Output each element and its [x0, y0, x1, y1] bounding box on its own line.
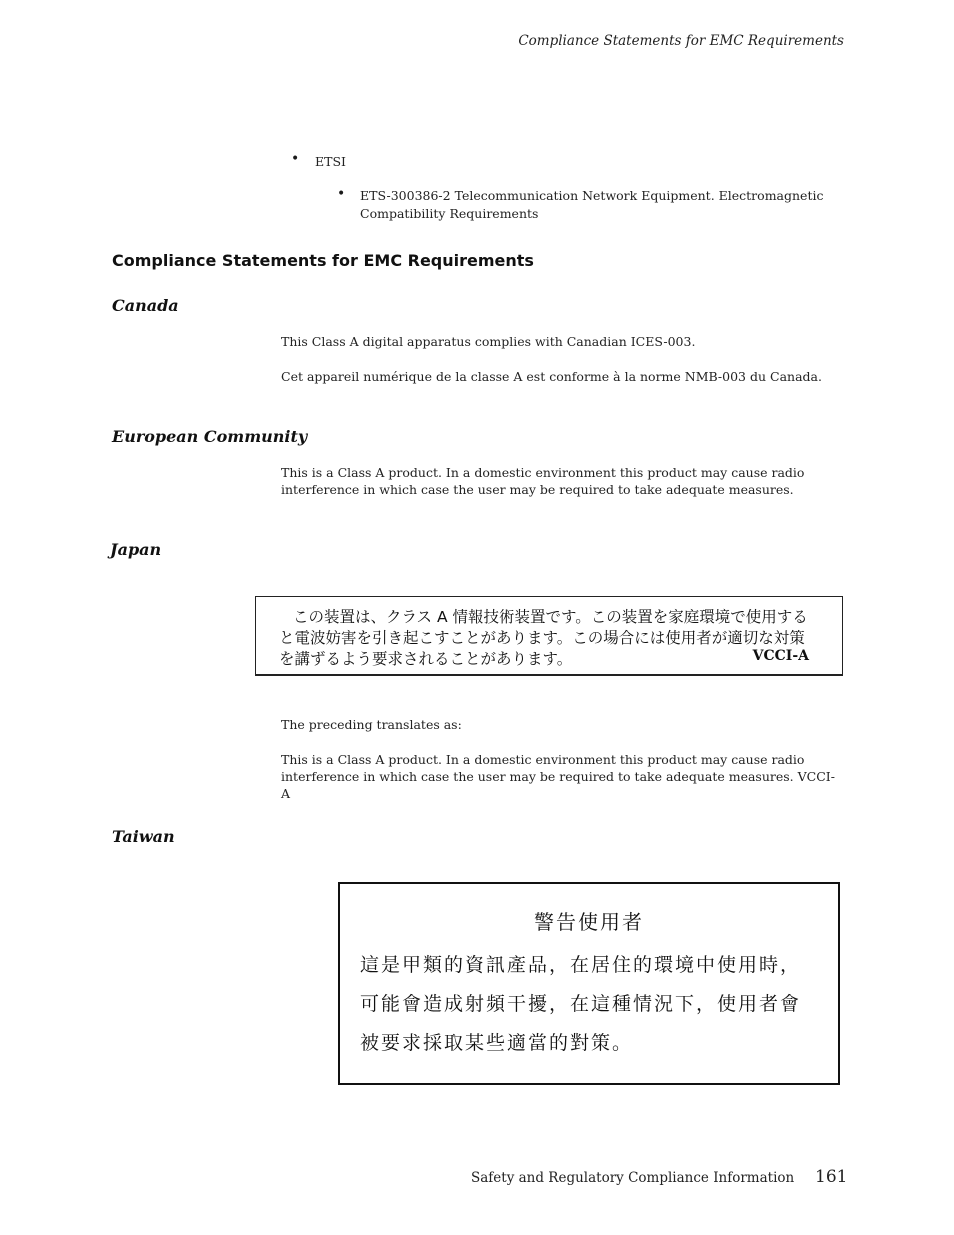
canada-heading: Canada — [112, 296, 179, 315]
sub-bullet-line-2: Compatibility Requirements — [360, 206, 539, 221]
taiwan-box-line-1: 這是甲類的資訊產品，在居住的環境中使用時， — [360, 954, 802, 976]
section-title: Compliance Statements for EMC Requirements — [112, 251, 534, 270]
taiwan-box-line-3: 被要求採取某些適當的對策。 — [360, 1032, 634, 1054]
running-header: Compliance Statements for EMC Requirements — [518, 33, 844, 49]
japan-translation-line-1: This is a Class A product. In a domestic environment this product may cause radio — [281, 752, 805, 767]
sub-bullet-marker: • — [337, 186, 346, 202]
japan-vcci-notice-box — [255, 596, 843, 676]
japan-box-line-1: この装置は、クラス A 情報技術装置です。この装置を家庭環境で使用する — [293, 608, 808, 626]
taiwan-box-line-2: 可能會造成射頻干擾，在這種情況下，使用者會 — [360, 993, 802, 1015]
footer-title: Safety and Regulatory Compliance Information — [471, 1170, 795, 1186]
bullet-marker: • — [291, 151, 300, 167]
japan-box-line-2: と電波妨害を引き起こすことがあります。この場合には使用者が適切な対策 — [279, 629, 805, 647]
european-line-1: This is a Class A product. In a domestic environment this product may cause radio — [281, 465, 805, 480]
bullet-etsi: ETSI — [315, 154, 346, 169]
european-line-2: interference in which case the user may be required to take adequate measures. — [281, 482, 794, 497]
canada-para-2: Cet appareil numérique de la classe A est conforme à la norme NMB-003 du Canada. — [281, 369, 822, 384]
japan-translates-label: The preceding translates as: — [281, 717, 462, 732]
japan-translation-line-2: interference in which case the user may be required to take adequate measures. VCCI-A — [281, 769, 835, 801]
canada-para-1: This Class A digital apparatus complies with Canadian ICES-003. — [281, 334, 696, 349]
taiwan-heading: Taiwan — [112, 827, 175, 846]
japan-heading: Japan — [110, 540, 162, 559]
japan-box-line-3: を講ずるよう要求されることがあります。 — [279, 650, 573, 668]
page-number: 161 — [815, 1167, 848, 1187]
taiwan-box-title: 警告使用者 — [534, 910, 644, 934]
sub-bullet-line-1: ETS-300386-2 Telecommunication Network Equipment. Electromagnetic — [360, 188, 824, 203]
taiwan-notice-box — [338, 882, 840, 1085]
taiwan-box-body — [360, 946, 830, 1063]
japan-box-vcci-mark: VCCI-A — [752, 648, 809, 664]
european-heading: European Community — [112, 427, 308, 446]
